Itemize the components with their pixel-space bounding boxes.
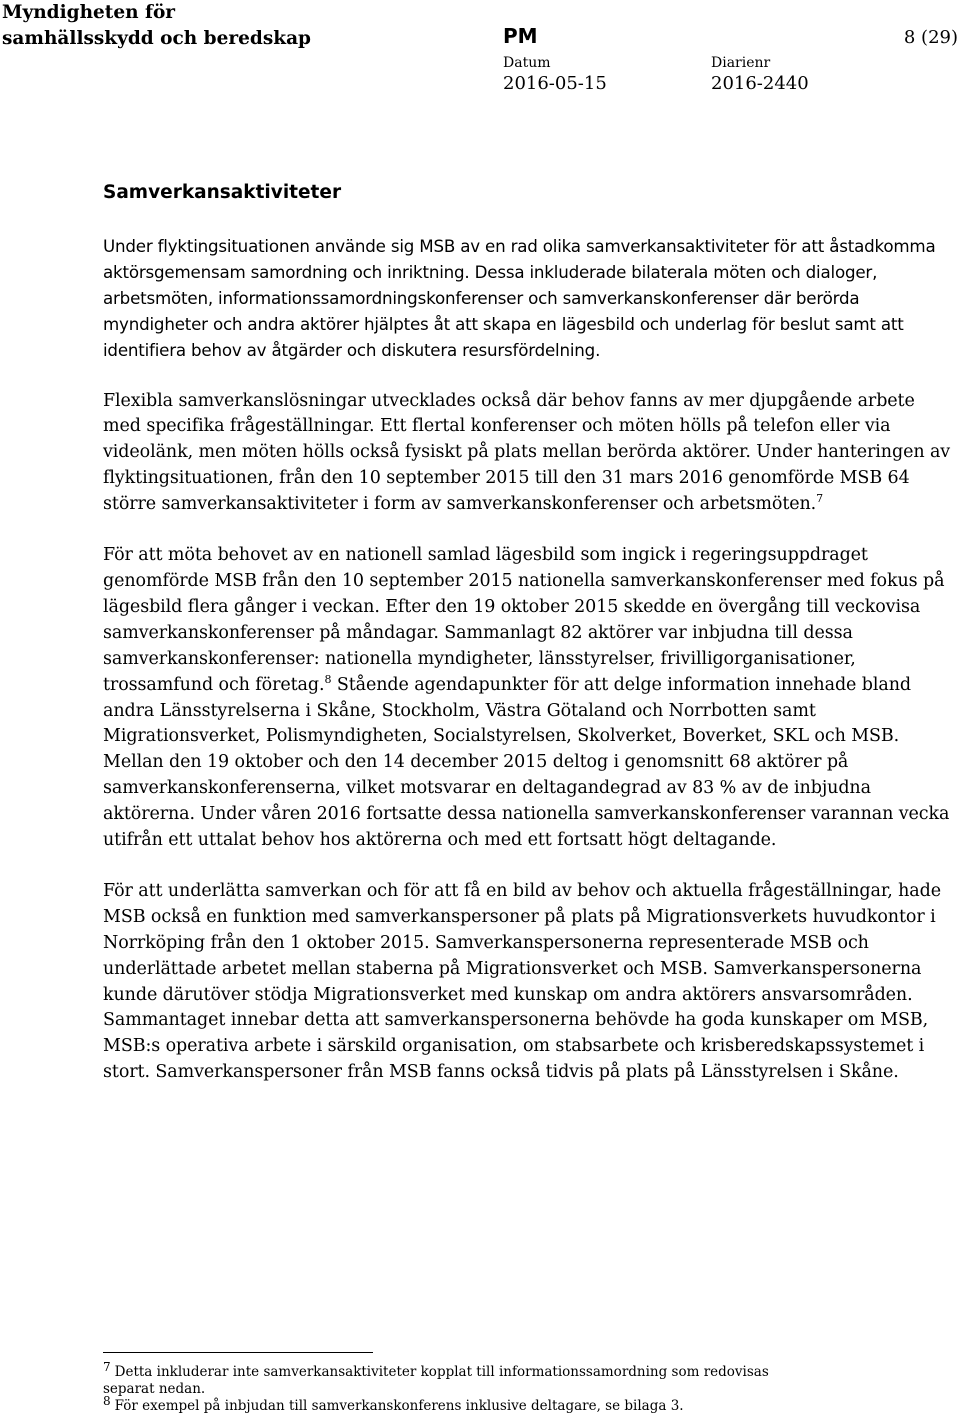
diarienr-block — [711, 55, 809, 97]
organization-name-line1: Myndigheten för — [2, 2, 176, 23]
page-number: 8 (29) — [903, 27, 958, 48]
paragraph-4: För att underlätta samverkan och för att få en bild av behov och aktuella frågeställningar, hade MSB också en funktion med samverkanspersoner på plats på Migrationsverkets huvudkontor i Norrköping från den 1 oktober 2015. Samverkanspersonerna representerade MSB och underlättade arbetet mellan staberna på Migrationsverket och MSB. Samverkanspersonerna kunde därutöver stödja Migrationsverket med kunskap om andra aktörers ansvarsområden. Sammantaget innebar detta att samverkanspersonerna behövde ha goda kunskaper om MSB, MSB:s operativa arbete i särskild organisation, om stabsarbete och krisberedskapssystemet i stort. Samverkanspersoner från MSB fanns också tidvis på plats på Länsstyrelsen i Skåne. — [103, 880, 941, 1083]
diarienr-value: 2016-2440 — [711, 73, 809, 94]
document-type: PM — [503, 24, 538, 48]
footnote-ref-7[interactable]: 7 — [816, 492, 824, 506]
footnote-number: 7 — [103, 1359, 111, 1374]
paragraph-2 — [103, 389, 955, 519]
paragraph-1: Under flyktingsituationen använde sig MSB av en rad olika samverkansaktiviteter för att åstadkomma aktörsgemensam samordning och inriktning. Dessa inkluderade bilaterala möten och dialoger, arbetsmöten, informationssamordningskonferenser och samverkanskonferenser där berörda myndigheter och andra aktörer hjälptes åt att skapa en lägesbild och underlag för beslut samt att identifiera behov av åtgärder och diskutera resursfördelning. — [103, 236, 936, 360]
footnote-text: Detta inkluderar inte samverkansaktiviteter kopplat till informationssamordning som redovisas separat nedan. — [103, 1364, 769, 1397]
footnote-ref-8[interactable]: 8 — [324, 672, 332, 686]
section-heading: Samverkansaktiviteter — [103, 182, 342, 203]
organization-name — [2, 0, 311, 52]
footnote-number: 8 — [103, 1393, 111, 1408]
footnotes — [103, 1359, 803, 1415]
paragraph-3-text-a: För att möta behovet av en nationell samlad lägesbild som ingick i regeringsuppdraget genomförde MSB från den 10 september 2015 nationella samverkanskonferenser med fokus på lägesbild flera gånger i veckan. Efter den 19 oktober 2015 skedde en övergång till veckovisa samverkanskonferenser på måndagar. Sammanlagt 82 aktörer var inbjudna till dessa samverkanskonferenser: nationella myndigheter, länsstyrelser, frivilligorganisationer, trossamfund och företag. — [103, 545, 945, 695]
paragraph-3 — [103, 543, 955, 854]
diarienr-label: Diarienr — [711, 55, 771, 71]
date-block — [503, 55, 607, 97]
main-content — [103, 180, 955, 1111]
footnote-8 — [103, 1393, 803, 1415]
footnote-divider — [103, 1352, 373, 1353]
paragraph-2-text: Flexibla samverkanslösningar utvecklades också där behov fanns av mer djupgående arbete med specifika frågeställningar. Ett flertal konferenser och möten hölls på telefon eller via videolänk, men möten hölls också fysiskt på plats mellan berörda aktörer. Under hanteringen av flyktingsituationen, från den 10 september 2015 till den 31 mars 2016 genomförde MSB 64 större samverkansaktiviteter i form av samverkanskonferenser och arbetsmöten. — [103, 390, 951, 515]
date-value: 2016-05-15 — [503, 73, 607, 94]
organization-name-line2: samhällsskydd och beredskap — [2, 28, 311, 49]
footnote-7 — [103, 1359, 803, 1398]
date-label: Datum — [503, 55, 551, 71]
footnote-text: För exempel på inbjudan till samverkanskonferens inklusive deltagare, se bilaga 3. — [114, 1398, 684, 1414]
paragraph-3-text-b: Stående agendapunkter för att delge information innehade bland andra Länsstyrelserna i Skåne, Stockholm, Västra Götaland och Norrbotten samt Migrationsverket, Polismyndigheten, Socialstyrelsen, Skolverket, Boverket, SKL och MSB. Mellan den 19 oktober och den 14 december 2015 deltog i genomsnitt 68 aktörer på samverkanskonferenserna, vilket motsvarar en deltagandegrad av 83 % av de inbjudna aktörerna. Under våren 2016 fortsatte dessa nationella samverkanskonferenser varannan vecka utifrån ett uttalat behov hos aktörerna och med ett fortsatt högt deltagande. — [103, 674, 950, 851]
